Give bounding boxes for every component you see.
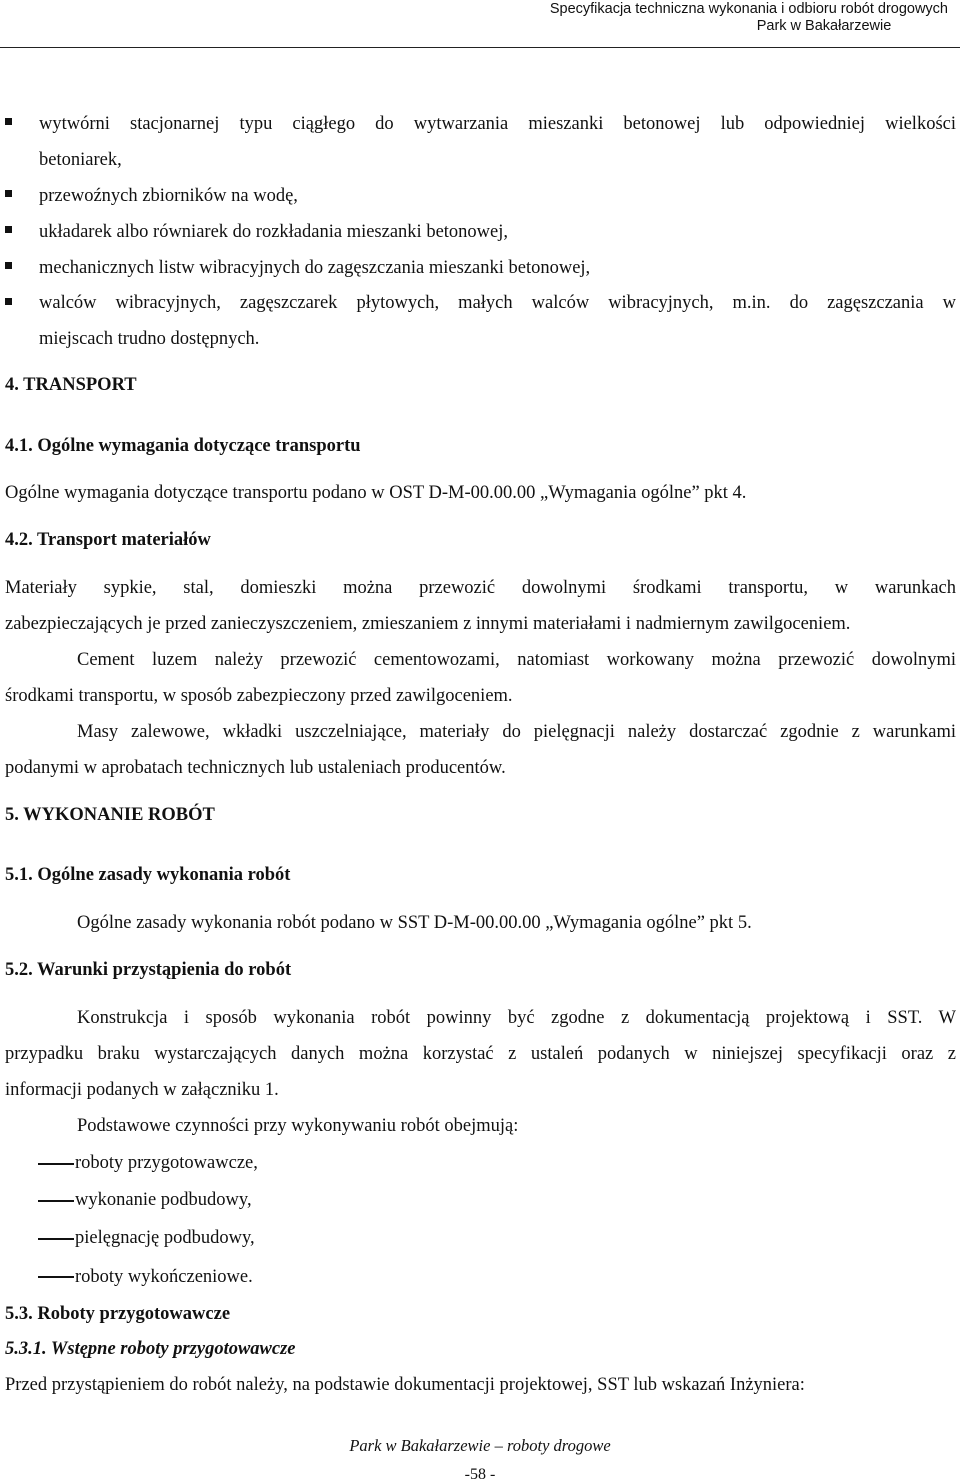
- bullet-square-icon: [5, 118, 12, 125]
- paragraph-line: Cement luzem należy przewozić cementowozami, natomiast workowany można przewozić dowolnymi: [77, 650, 956, 670]
- paragraph-line: przypadku braku wystarczających danych można korzystać z ustaleń podanych w niniejszej specyfikacji oraz z: [5, 1044, 956, 1064]
- dash-list-item: roboty wykończeniowe.: [75, 1267, 253, 1287]
- bullet-square-icon: [5, 262, 12, 269]
- header-divider: [0, 47, 960, 48]
- dash-list-item: pielęgnację podbudowy,: [75, 1228, 255, 1248]
- dash-list-item: wykonanie podbudowy,: [75, 1190, 252, 1210]
- dash-bullet-icon: [38, 1238, 74, 1240]
- subsection-heading: 5.3. Roboty przygotowawcze: [5, 1304, 231, 1324]
- bullet-item-line: mechanicznych listw wibracyjnych do zagęszczania mieszanki betonowej,: [39, 258, 591, 278]
- section-heading: 4. TRANSPORT: [5, 375, 137, 395]
- dash-bullet-icon: [38, 1200, 74, 1202]
- bullet-item-line: wytwórni stacjonarnej typu ciągłego do wytwarzania mieszanki betonowej lub odpowiedniej wielkości: [39, 114, 956, 134]
- bullet-item-line: miejscach trudno dostępnych.: [39, 329, 260, 349]
- running-footer: Park w Bakałarzewie – roboty drogowe: [349, 1436, 611, 1455]
- bullet-item-line: układarek albo równiarek do rozkładania mieszanki betonowej,: [39, 222, 509, 242]
- paragraph-line: Podstawowe czynności przy wykonywaniu robót obejmują:: [77, 1116, 519, 1136]
- bullet-square-icon: [5, 298, 12, 305]
- paragraph-line: podanymi w aprobatach technicznych lub ustaleniach producentów.: [5, 758, 506, 778]
- paragraph-line: Materiały sypkie, stal, domieszki można przewozić dowolnymi środkami transportu, w warunkach: [5, 578, 956, 598]
- subsubsection-heading: 5.3.1. Wstępne roboty przygotowawcze: [5, 1339, 296, 1359]
- subsection-heading: 4.2. Transport materiałów: [5, 530, 211, 550]
- paragraph-line: środkami transportu, w sposób zabezpieczony przed zawilgoceniem.: [5, 686, 513, 706]
- bullet-square-icon: [5, 190, 12, 197]
- bullet-item-line: przewoźnych zbiorników na wodę,: [39, 186, 298, 206]
- subsection-heading: 4.1. Ogólne wymagania dotyczące transportu: [5, 436, 361, 456]
- dash-bullet-icon: [38, 1276, 74, 1278]
- paragraph-line: Masy zalewowe, wkładki uszczelniające, materiały do pielęgnacji należy dostarczać zgodnie z warunkami: [77, 722, 956, 742]
- running-header-title: Specyfikacja techniczna wykonania i odbioru robót drogowych: [549, 1, 948, 17]
- bullet-item-line: walców wibracyjnych, zagęszczarek płytowych, małych walców wibracyjnych, m.in. do zagęszczania w: [39, 293, 956, 313]
- subsection-heading: 5.1. Ogólne zasady wykonania robót: [5, 865, 291, 885]
- paragraph-line: Konstrukcja i sposób wykonania robót powinny być zgodne z dokumentacją projektową i SST. W: [77, 1008, 956, 1028]
- bullet-square-icon: [5, 226, 12, 233]
- page-number: -58 -: [464, 1466, 496, 1483]
- paragraph-line: Ogólne zasady wykonania robót podano w SST D-M-00.00.00 „Wymagania ogólne” pkt 5.: [77, 913, 752, 933]
- paragraph-line: informacji podanych w załączniku 1.: [5, 1080, 279, 1100]
- bullet-item-line: betoniarek,: [39, 150, 122, 170]
- section-heading: 5. WYKONANIE ROBÓT: [5, 805, 215, 825]
- dash-list-item: roboty przygotowawcze,: [75, 1153, 258, 1173]
- paragraph-line: Przed przystąpieniem do robót należy, na podstawie dokumentacji projektowej, SST lub wskazań Inżyniera:: [5, 1375, 805, 1395]
- paragraph-line: zabezpieczających je przed zanieczyszczeniem, zmieszaniem z innymi materiałami i nadmiernym zawilgoceniem.: [5, 614, 851, 634]
- dash-bullet-icon: [38, 1163, 74, 1165]
- subsection-heading: 5.2. Warunki przystąpienia do robót: [5, 960, 292, 980]
- paragraph-line: Ogólne wymagania dotyczące transportu podano w OST D-M-00.00.00 „Wymagania ogólne” pkt 4.: [5, 483, 747, 503]
